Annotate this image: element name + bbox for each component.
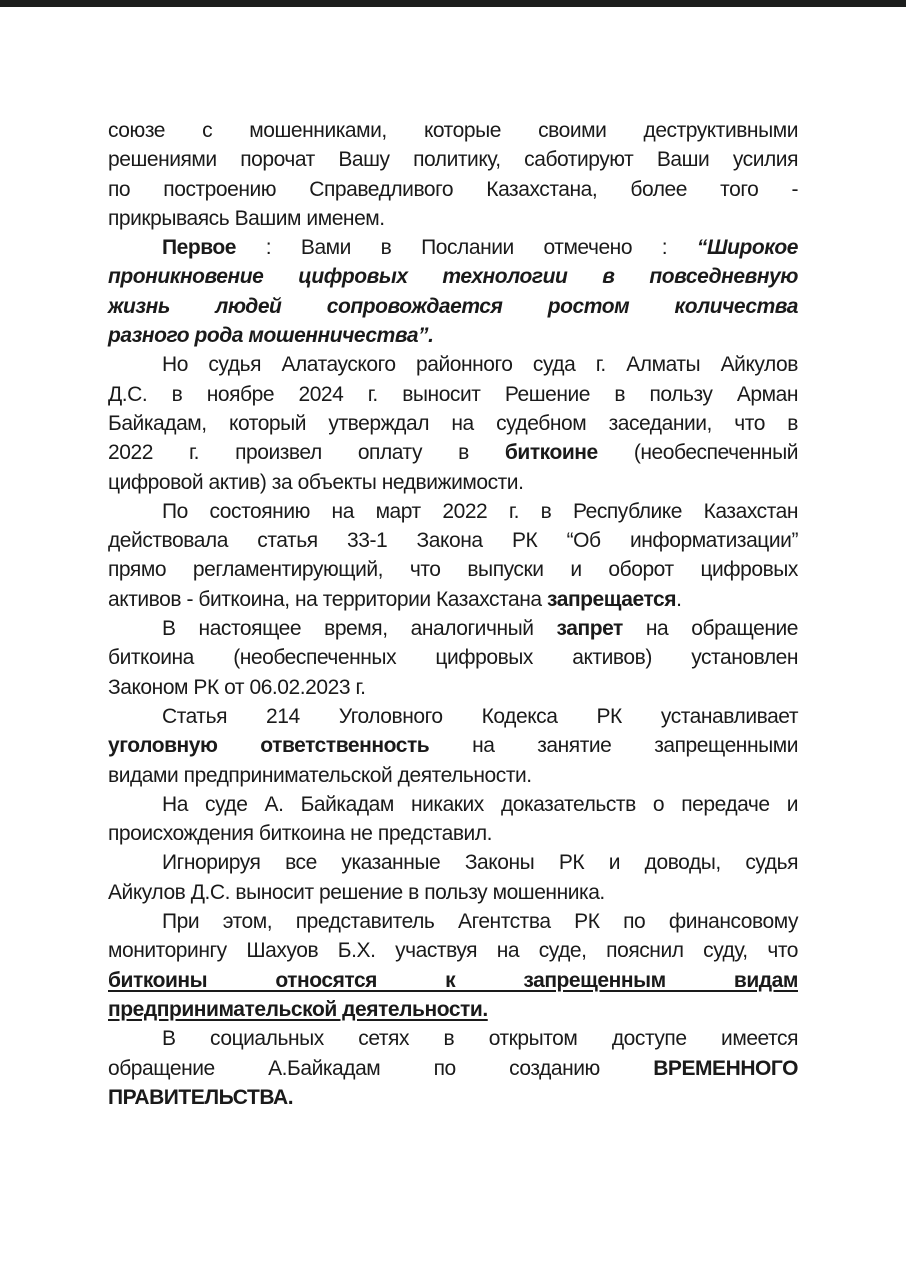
quote-text: жизнь людей сопровождается ростом количества bbox=[108, 294, 798, 318]
underlined-bold-text: биткоины относятся к запрещенным видам bbox=[108, 968, 798, 992]
paragraph-p1 bbox=[108, 116, 798, 233]
text-line-content bbox=[108, 116, 798, 145]
bold-text: уголовную ответственность bbox=[108, 734, 430, 758]
text-line bbox=[108, 907, 798, 936]
text-line bbox=[108, 380, 798, 409]
text-line-content bbox=[108, 262, 798, 291]
text-line-content bbox=[108, 585, 681, 614]
text-run: цифровой актив) за объекты недвижимости. bbox=[108, 470, 524, 494]
text-run: Законом РК от 06.02.2023 г. bbox=[108, 675, 366, 699]
text-line-content bbox=[108, 673, 365, 702]
text-line-content bbox=[108, 292, 798, 321]
text-run: Д.С. в ноябре 2024 г. выносит Решение в пользу Арман bbox=[108, 382, 798, 406]
text-line bbox=[108, 731, 798, 760]
text-line bbox=[108, 233, 798, 262]
text-line bbox=[108, 116, 798, 145]
text-run: по построению Справедливого Казахстана, более того - bbox=[108, 177, 798, 201]
paragraph-p10 bbox=[108, 1024, 798, 1112]
text-line bbox=[108, 819, 798, 848]
text-run: Байкадам, который утверждал на судебном заседании, что в bbox=[108, 411, 798, 435]
text-run: обращение А.Байкадам по созданию bbox=[108, 1056, 654, 1080]
document-page bbox=[108, 116, 798, 1112]
text-line-content bbox=[108, 966, 798, 995]
text-line bbox=[108, 145, 798, 174]
text-line-content bbox=[108, 145, 798, 174]
text-line bbox=[108, 555, 798, 584]
text-line-content bbox=[162, 350, 798, 379]
text-line-content bbox=[162, 702, 798, 731]
text-run: прямо регламентирующий, что выпуски и оборот цифровых bbox=[108, 558, 798, 582]
text-run: видами предпринимательской деятельности. bbox=[108, 763, 532, 787]
text-line-content bbox=[108, 321, 434, 350]
quote-text: разного рода мошенничества”. bbox=[108, 324, 434, 348]
text-run: В социальных сетях в открытом доступе имеется bbox=[162, 1027, 798, 1051]
text-line bbox=[108, 995, 798, 1024]
text-run: мониторингу Шахуов Б.Х. участвуя на суде, пояснил суду, что bbox=[108, 939, 798, 963]
paragraph-p4 bbox=[108, 497, 798, 614]
text-line-content bbox=[162, 233, 798, 262]
text-run: Айкулов Д.С. выносит решение в пользу мошенника. bbox=[108, 880, 605, 904]
text-run: биткоина (необеспеченных цифровых активов) установлен bbox=[108, 646, 798, 670]
text-line-content bbox=[108, 1054, 798, 1083]
quote-text: проникновение цифровых технологии в повседневную bbox=[108, 265, 798, 289]
text-line-content bbox=[108, 468, 523, 497]
text-run: В настоящее время, аналогичный bbox=[162, 617, 557, 641]
text-line bbox=[108, 848, 798, 877]
text-line bbox=[108, 1054, 798, 1083]
text-line bbox=[108, 878, 798, 907]
text-line bbox=[108, 262, 798, 291]
text-line bbox=[108, 790, 798, 819]
text-line-content bbox=[108, 643, 798, 672]
text-run: на обращение bbox=[622, 617, 799, 641]
text-line bbox=[108, 761, 798, 790]
text-line bbox=[108, 1024, 798, 1053]
text-line bbox=[108, 966, 798, 995]
text-line-content bbox=[162, 848, 798, 877]
text-line-content bbox=[108, 995, 488, 1024]
text-line bbox=[108, 702, 798, 731]
paragraph-p8 bbox=[108, 848, 798, 907]
text-line bbox=[108, 643, 798, 672]
text-run: союзе с мошенниками, которые своими деструктивными bbox=[108, 119, 798, 142]
text-line-content bbox=[108, 380, 798, 409]
text-line-content bbox=[108, 555, 798, 584]
text-line-content bbox=[108, 731, 798, 760]
text-line-content bbox=[108, 819, 492, 848]
text-run: (необеспеченный bbox=[597, 441, 799, 465]
text-line-content bbox=[162, 907, 798, 936]
text-line bbox=[108, 350, 798, 379]
text-run: активов - биткоина, на территории Казахстана bbox=[108, 587, 547, 611]
text-line bbox=[108, 673, 798, 702]
text-line bbox=[108, 526, 798, 555]
text-line bbox=[108, 321, 798, 350]
text-run: На суде А. Байкадам никаких доказательств о передаче и bbox=[162, 792, 798, 816]
quote-text: “Широкое bbox=[696, 236, 798, 260]
text-run: Но судья Алатауского районного суда г. Алматы Айкулов bbox=[162, 353, 798, 377]
text-line-content bbox=[162, 497, 798, 526]
paragraph-p2 bbox=[108, 233, 798, 350]
paragraph-p3 bbox=[108, 350, 798, 496]
bold-text: ВРЕМЕННОГО bbox=[653, 1056, 798, 1080]
paragraph-p7 bbox=[108, 790, 798, 849]
underlined-bold-text: предпринимательской деятельности. bbox=[108, 997, 488, 1021]
text-line bbox=[108, 936, 798, 965]
text-line-content bbox=[108, 878, 605, 907]
text-line bbox=[108, 175, 798, 204]
paragraph-p5 bbox=[108, 614, 798, 702]
text-run: прикрываясь Вашим именем. bbox=[108, 206, 385, 230]
text-line-content bbox=[162, 790, 798, 819]
text-line bbox=[108, 585, 798, 614]
text-run: действовала статья 33-1 Закона РК “Об информатизации” bbox=[108, 529, 798, 553]
text-line bbox=[108, 204, 798, 233]
text-run: Игнорируя все указанные Законы РК и доводы, судья bbox=[162, 851, 798, 875]
text-line-content bbox=[108, 409, 798, 438]
text-line bbox=[108, 438, 798, 467]
text-line bbox=[108, 409, 798, 438]
text-run: Статья 214 Уголовного Кодекса РК устанавливает bbox=[162, 704, 798, 728]
text-run: 2022 г. произвел оплату в bbox=[108, 441, 505, 465]
text-line bbox=[108, 497, 798, 526]
text-run: При этом, представитель Агентства РК по финансовому bbox=[162, 910, 798, 934]
text-run: : Вами в Послании отмечено : bbox=[236, 236, 697, 260]
text-run: По состоянию на март 2022 г. в Республике Казахстан bbox=[162, 499, 798, 523]
text-line-content bbox=[108, 175, 798, 204]
text-line-content bbox=[108, 438, 798, 467]
text-line-content bbox=[162, 1024, 798, 1053]
bold-text: биткоине bbox=[504, 441, 598, 465]
text-line-content bbox=[108, 936, 798, 965]
text-line bbox=[108, 468, 798, 497]
text-run: на занятие запрещенными bbox=[429, 734, 799, 758]
text-line bbox=[108, 292, 798, 321]
text-run: . bbox=[676, 587, 682, 611]
top-status-bar bbox=[0, 0, 906, 7]
paragraph-p6 bbox=[108, 702, 798, 790]
text-line bbox=[108, 1083, 798, 1112]
text-line-content bbox=[162, 614, 798, 643]
text-line bbox=[108, 614, 798, 643]
text-line-content bbox=[108, 204, 385, 233]
text-line-content bbox=[108, 1083, 293, 1112]
text-run: происхождения биткоина не представил. bbox=[108, 822, 493, 846]
bold-text: ПРАВИТЕЛЬСТВА. bbox=[108, 1085, 294, 1109]
bold-text: Первое bbox=[162, 236, 237, 260]
text-line-content bbox=[108, 761, 532, 790]
bold-text: запрет bbox=[556, 617, 623, 641]
text-run: решениями порочат Вашу политику, саботируют Ваши усилия bbox=[108, 148, 798, 172]
paragraph-p9 bbox=[108, 907, 798, 1024]
text-line-content bbox=[108, 526, 798, 555]
bold-text: запрещается bbox=[547, 587, 677, 611]
